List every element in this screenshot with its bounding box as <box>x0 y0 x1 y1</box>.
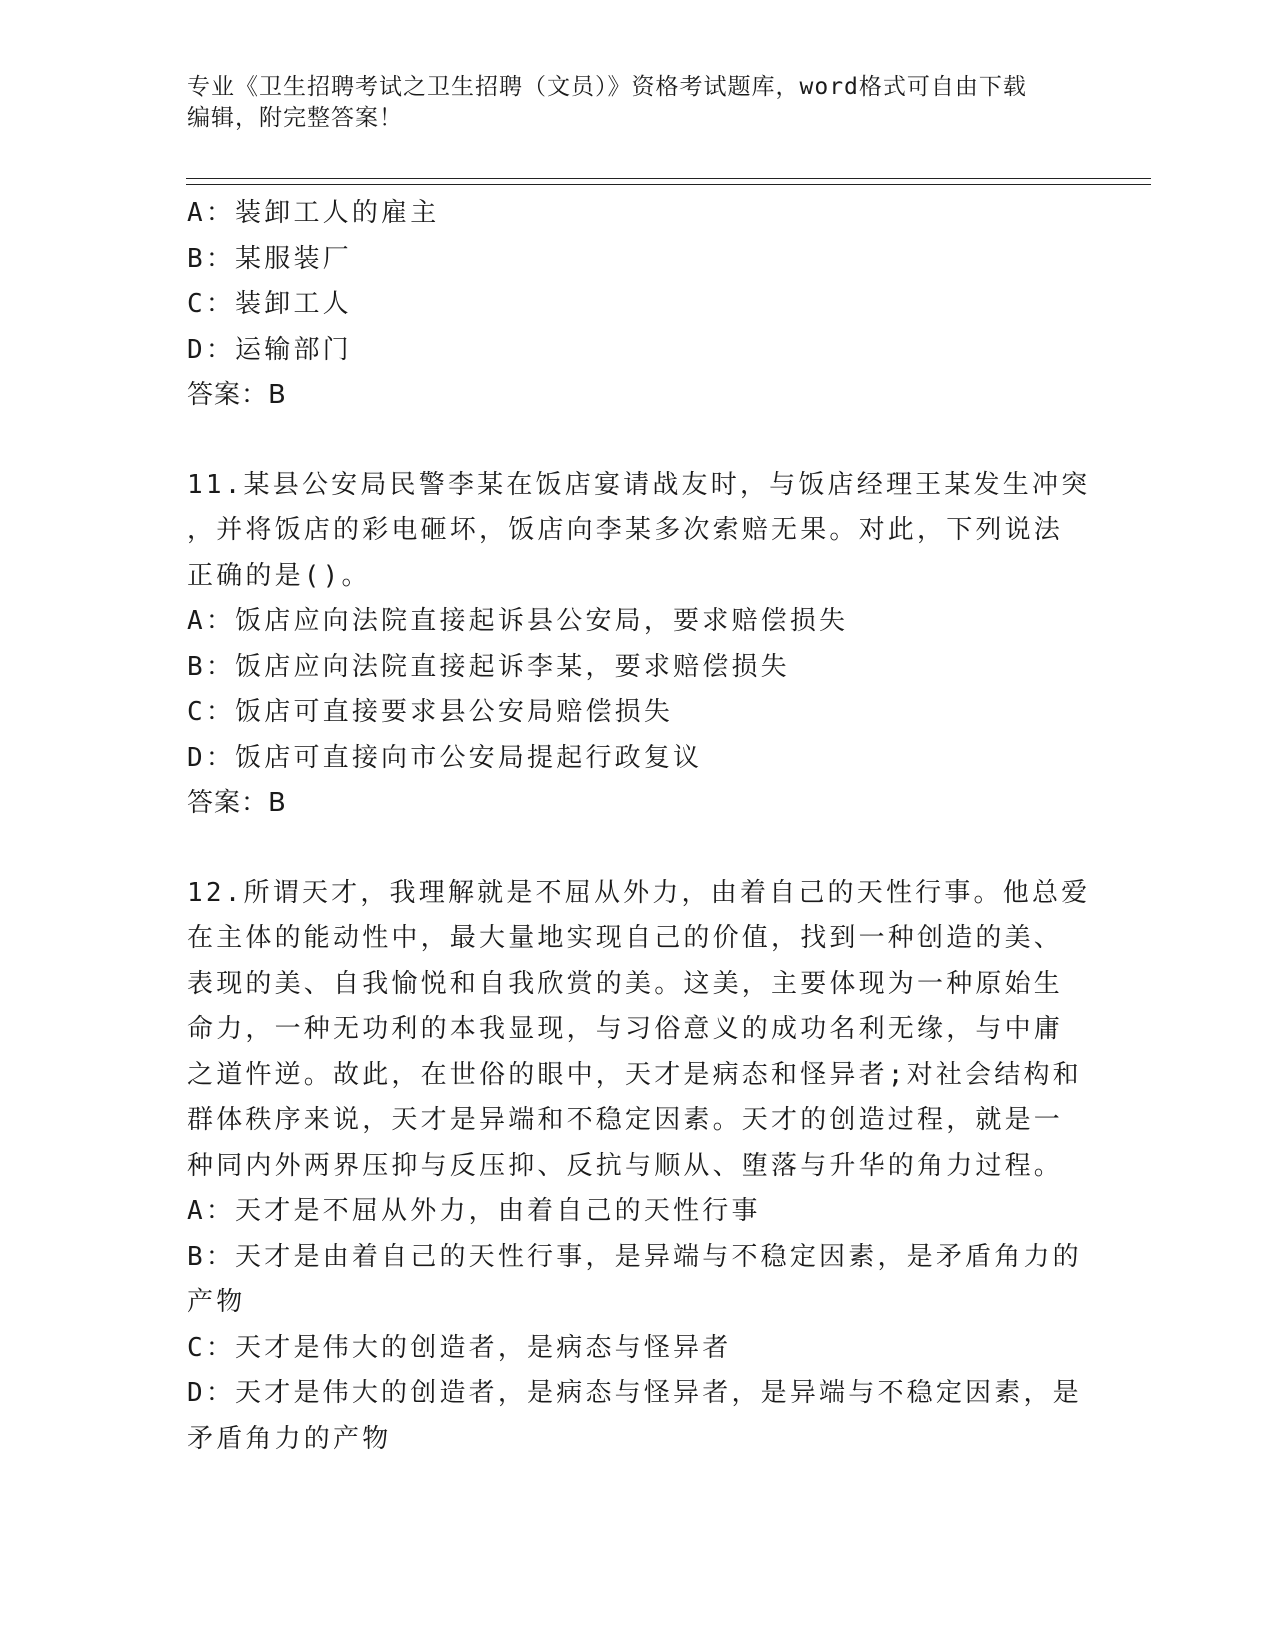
document-header <box>187 72 1067 134</box>
option-a: A：饭店应向法院直接起诉县公安局，要求赔偿损失 <box>187 606 849 636</box>
question-stem-line: 种同内外两界压抑与反压抑、反抗与顺从、堕落与升华的角力过程。 <box>187 1150 1064 1181</box>
question-stem-line: 正确的是()。 <box>187 560 371 591</box>
question-stem-line: 表现的美、自我愉悦和自我欣赏的美。这美，主要体现为一种原始生 <box>187 968 1064 999</box>
option-a: A：天才是不屈从外力，由着自己的天性行事 <box>187 1196 761 1226</box>
question-stem-line: 命力，一种无功利的本我显现，与习俗意义的成功名利无缘，与中庸 <box>187 1014 1064 1044</box>
option-d: D：天才是伟大的创造者，是病态与怪异者，是异端与不稳定因素，是 <box>187 1378 1082 1408</box>
option-c: C：天才是伟大的创造者，是病态与怪异者 <box>187 1332 732 1363</box>
header-line-2: 编辑，附完整答案！ <box>187 105 403 131</box>
question-content <box>187 191 1091 1462</box>
question-stem-line: 11.某县公安局民警李某在饭店宴请战友时，与饭店经理王某发生冲突 <box>187 469 1091 500</box>
header-rule-top <box>186 178 1151 179</box>
option-b: B：某服装厂 <box>187 243 352 274</box>
question-stem-line: 之道忤逆。故此，在世俗的眼中，天才是病态和怪异者;对社会结构和 <box>187 1059 1082 1090</box>
question-stem-line: 在主体的能动性中，最大量地实现自己的价值，找到一种创造的美、 <box>187 923 1064 953</box>
answer: 答案：B <box>187 380 287 410</box>
option-c: C：装卸工人 <box>187 289 352 319</box>
header-line-1: 专业《卫生招聘考试之卫生招聘（文员）》资格考试题库，word格式可自由下载 <box>187 74 1027 100</box>
question-stem-line: 12.所谓天才，我理解就是不屈从外力，由着自己的天性行事。他总爱 <box>187 877 1091 908</box>
answer: 答案：B <box>187 788 287 818</box>
option-a: A：装卸工人的雇主 <box>187 198 440 228</box>
spacer <box>187 419 1087 463</box>
option-d: D：饭店可直接向市公安局提起行政复议 <box>187 742 703 773</box>
option-c: C：饭店可直接要求县公安局赔偿损失 <box>187 697 674 727</box>
spacer <box>187 827 1087 871</box>
question-11 <box>187 463 1091 827</box>
question-10 <box>187 191 1087 419</box>
option-d: D：运输部门 <box>187 334 352 365</box>
option-d-continued: 矛盾角力的产物 <box>187 1423 392 1454</box>
option-b: B：天才是由着自己的天性行事，是异端与不稳定因素，是矛盾角力的 <box>187 1241 1082 1272</box>
option-b: B：饭店应向法院直接起诉李某，要求赔偿损失 <box>187 651 790 682</box>
question-stem-line: ，并将饭店的彩电砸坏，饭店向李某多次索赔无果。对此，下列说法 <box>187 515 1064 545</box>
question-12 <box>187 871 1091 1463</box>
header-rule-bottom <box>186 184 1151 185</box>
option-b-continued: 产物 <box>187 1287 246 1317</box>
question-stem-line: 群体秩序来说，天才是异端和不稳定因素。天才的创造过程，就是一 <box>187 1105 1064 1135</box>
